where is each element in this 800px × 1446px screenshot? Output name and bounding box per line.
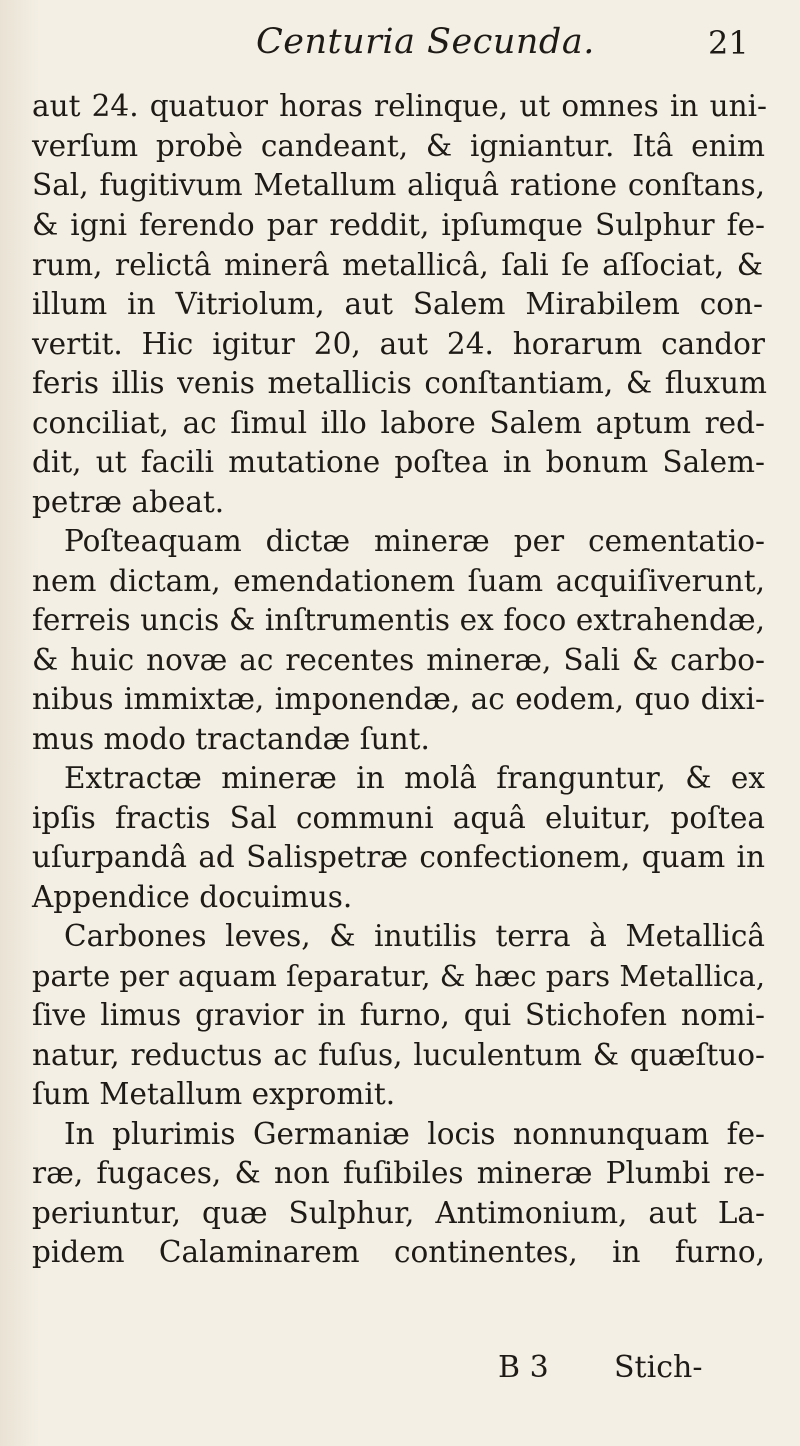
text-line: nibus immixtæ, imponendæ, ac eodem, quo dixi- xyxy=(32,682,765,716)
text-line: conciliat, ac ſimul illo labore Salem aptum red- xyxy=(32,406,765,440)
text-line: periuntur, quæ Sulphur, Antimonium, aut La- xyxy=(32,1196,765,1230)
text-line: ſive limus gravior in furno, qui Stichofen nomi- xyxy=(32,998,765,1032)
running-title: Centuria Secunda. xyxy=(256,22,595,62)
text-line: ferreis uncis & inſtrumentis ex foco extrahendæ, xyxy=(32,603,765,637)
text-line: In plurimis Germaniæ locis nonnunquam fe- xyxy=(64,1117,765,1151)
text-line: Sal, fugitivum Metallum aliquâ ratione conſtans, xyxy=(32,168,765,202)
text-line: nem dictam, emendationem ſuam acquiſiverunt, xyxy=(32,564,765,598)
text-line: pidem Calaminarem continentes, in furno, xyxy=(32,1235,765,1269)
text-line: verſum probè candeant, & igniantur. Itâ enim xyxy=(32,129,765,163)
text-line: vertit. Hic igitur 20, aut 24. horarum candor xyxy=(32,327,765,361)
text-line: natur, reductus ac fuſus, luculentum & quæſtuo- xyxy=(32,1038,765,1072)
text-line: ipſis fractis Sal communi aquâ eluitur, poſtea xyxy=(32,801,765,835)
text-line: Poſteaquam dictæ mineræ per cementatio- xyxy=(64,524,765,558)
text-line: petræ abeat. xyxy=(32,485,225,519)
page-header xyxy=(0,22,800,72)
text-line: illum in Vitriolum, aut Salem Mirabilem con- xyxy=(32,287,763,321)
text-line: Carbones leves, & inutilis terra à Metallicâ xyxy=(64,919,765,953)
text-line: & igni ferendo par reddit, ipſumque Sulphur fe- xyxy=(32,208,765,242)
text-line: parte per aquam ſeparatur, & hæc pars Metallica, xyxy=(32,959,765,993)
page-footer xyxy=(0,1350,800,1394)
signature-mark: B 3 xyxy=(498,1350,549,1385)
text-line: uſurpandâ ad Salispetræ confectionem, quam in xyxy=(32,840,765,874)
catchword: Stich- xyxy=(614,1350,703,1385)
text-line: mus modo tractandæ ſunt. xyxy=(32,722,430,756)
text-line: ſum Metallum expromit. xyxy=(32,1077,396,1111)
text-line: aut 24. quatuor horas relinque, ut omnes in uni- xyxy=(32,89,767,123)
text-line: rum, relictâ minerâ metallicâ, ſali ſe aſſociat, & xyxy=(32,248,763,282)
text-line: Extractæ mineræ in molâ franguntur, & ex xyxy=(64,761,765,795)
page-number: 21 xyxy=(708,24,749,62)
text-line: Appendice docuimus. xyxy=(32,880,353,914)
text-line: dit, ut facili mutatione poſtea in bonum Salem- xyxy=(32,445,765,479)
text-line: & huic novæ ac recentes mineræ, Sali & carbo- xyxy=(32,643,765,677)
text-line: feris illis venis metallicis conſtantiam, & fluxum xyxy=(32,366,767,400)
text-line: ræ, fugaces, & non fuſibiles mineræ Plumbi re- xyxy=(32,1156,765,1190)
